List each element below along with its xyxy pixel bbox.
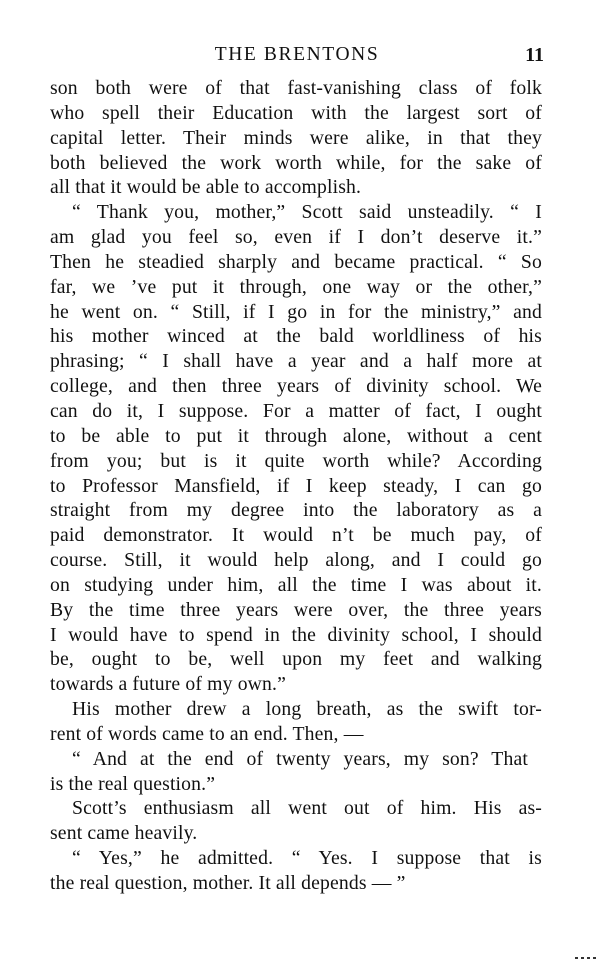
text-line: By the time three years were over, the three years [50,598,542,621]
text-line: from you; but is it quite worth while? According [50,449,542,472]
text-line: “ And at the end of twenty years, my son? That [72,747,528,770]
text-line: the real question, mother. It all depends — ” [50,872,406,894]
text-line: on studying under him, all the time I was about it. [50,573,542,596]
text-line: rent of words came to an end. Then, — [50,722,364,745]
text-line: phrasing; “ I shall have a year and a half more at [50,350,542,373]
text-line: I would have to spend in the divinity school, I should [50,623,542,646]
text-line: sent came heavily. [50,822,198,845]
text-line: course. Still, it would help along, and I could go [50,549,542,572]
running-head: THE BRENTONS [214,44,380,65]
text-line: His mother drew a long breath, as the swift tor- [72,698,542,721]
text-line: he went on. “ Still, if I go in for the ministry,” and [50,300,542,323]
page-number: 11 [525,44,544,66]
text-line: capital letter. Their minds were alike, in that they [50,126,542,149]
text-line: to Professor Mansfield, if I keep steady, I can go [50,474,542,497]
text-line: college, and then three years of divinity school. We [50,375,542,398]
text-line: to be able to put it through alone, without a cent [50,424,542,447]
text-line: is the real question.” [50,772,216,795]
page-body-text [50,76,542,896]
text-line: “ Yes,” he admitted. “ Yes. I suppose that is [72,847,542,870]
text-line: paid demonstrator. It would n’t be much pay, of [50,524,542,547]
text-line: son both were of that fast-vanishing class of folk [50,77,542,99]
text-line: Scott’s enthusiasm all went out of him. His as- [72,797,542,820]
text-line: be, ought to be, well upon my feet and walking [50,648,542,671]
text-line: both believed the work worth while, for the sake of [50,151,542,174]
text-line: towards a future of my own.” [50,673,287,696]
page-header [50,40,544,70]
text-line: all that it would be able to accomplish. [50,176,362,199]
text-line: who spell their Education with the largest sort of [50,101,542,124]
text-line: his mother winced at the bald worldliness of his [50,325,542,348]
text-line: Then he steadied sharply and became practical. “ So [50,250,542,273]
text-line: “ Thank you, mother,” Scott said unsteadily. “ I [72,201,542,224]
text-line: can do it, I suppose. For a matter of fact, I ought [50,399,542,422]
text-line: far, we ’ve put it through, one way or the other,” [50,275,542,298]
text-line: am glad you feel so, even if I don’t deserve it.” [50,226,542,249]
scan-mark [575,957,599,959]
text-line: straight from my degree into the laboratory as a [50,499,542,522]
